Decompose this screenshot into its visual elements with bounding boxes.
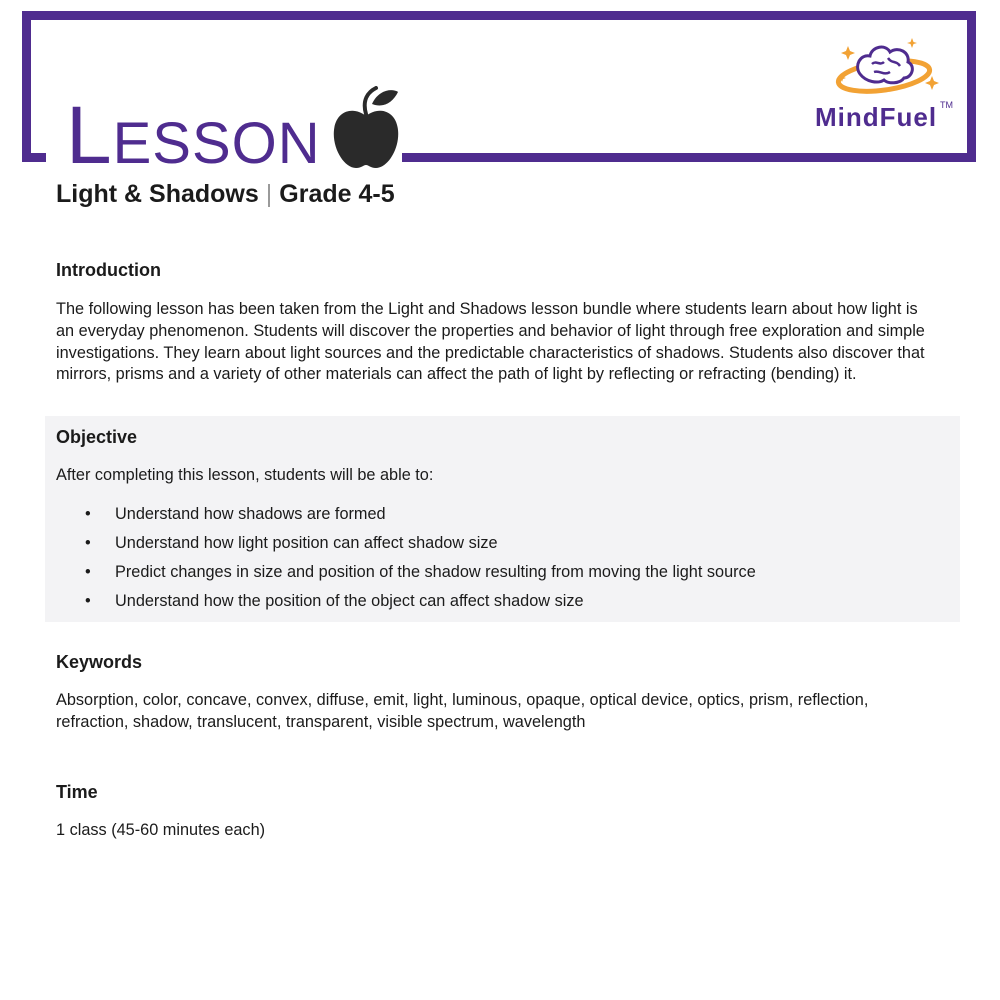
objective-heading: Objective — [56, 427, 138, 447]
list-item-text: Understand how light position can affect shadow size — [115, 534, 498, 552]
time-text: 1 class (45-60 minutes each) — [56, 821, 266, 839]
bullet: • — [85, 534, 91, 552]
lesson-title — [66, 90, 321, 181]
logo-trademark: TM — [940, 100, 953, 110]
subtitle-separator: | — [265, 180, 273, 208]
header-frame-bottom-left — [22, 153, 46, 162]
mindfuel-logo — [812, 36, 962, 136]
lesson-title-initial: L — [66, 90, 113, 181]
list-item-text: Understand how the position of the object can affect shadow size — [115, 592, 584, 610]
brain-planet-icon — [824, 36, 948, 98]
list-item — [56, 531, 756, 560]
keywords-text: Absorption, color, concave, convex, diffuse, emit, light, luminous, opaque, optical device, optics, prism, reflection, refraction, shadow, translucent, transparent, visible spectrum, wavelength — [56, 691, 869, 731]
bullet: • — [85, 592, 91, 610]
objective-list — [56, 502, 756, 618]
objective-lead: After completing this lesson, students will be able to: — [56, 466, 434, 484]
lesson-grade: Grade 4-5 — [279, 180, 395, 208]
lesson-title-rest: ESSON — [112, 111, 321, 176]
list-item — [56, 589, 756, 618]
list-item-text: Predict changes in size and position of the shadow resulting from moving the light source — [115, 563, 756, 581]
logo-text: MindFuel — [815, 102, 938, 132]
header-frame-bottom-right — [402, 153, 976, 162]
introduction-text: The following lesson has been taken from the Light and Shadows lesson bundle where students learn about how light is an everyday phenomenon. Students will discover the properties and behavior of light through free exploration and simple investigations. They learn about light sources and the predictable characteristics of shadows. Students also discover that mirrors, prisms and a variety of other materials can affect the path of light by reflecting or refracting (bending) it. — [56, 300, 925, 384]
keywords-heading: Keywords — [56, 652, 143, 672]
list-item — [56, 502, 756, 531]
bullet: • — [85, 563, 91, 581]
list-item-text: Understand how shadows are formed — [115, 505, 386, 523]
header-frame-top — [22, 11, 976, 20]
apple-icon — [332, 86, 400, 170]
lesson-subtitle — [56, 180, 395, 209]
header-frame-left — [22, 11, 31, 162]
list-item — [56, 560, 756, 589]
introduction-heading: Introduction — [56, 260, 161, 280]
bullet: • — [85, 505, 91, 523]
time-heading: Time — [56, 782, 98, 802]
lesson-topic: Light & Shadows — [56, 180, 259, 208]
header-frame-right — [967, 11, 976, 162]
